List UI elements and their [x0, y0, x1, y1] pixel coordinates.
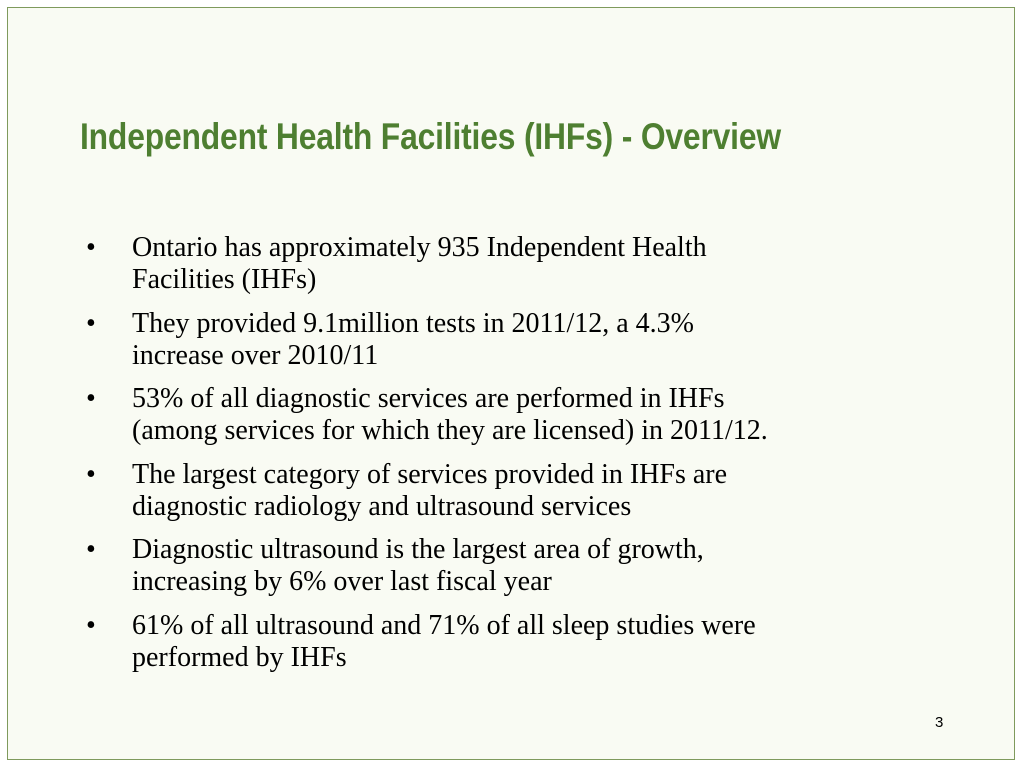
bullet-text-line: (among services for which they are licensed) in 2011/12.: [132, 415, 768, 446]
page-number: 3: [935, 714, 944, 731]
bullet-list: [83, 232, 943, 685]
bullet-text-line: Diagnostic ultrasound is the largest area of growth,: [132, 534, 704, 565]
bullet-item: [83, 459, 943, 523]
bullet-item: [83, 308, 943, 372]
bullet-icon: •: [86, 307, 96, 339]
slide-title: Independent Health Facilities (IHFs) - Overview: [80, 116, 781, 157]
bullet-text-line: They provided 9.1million tests in 2011/12, a 4.3%: [132, 307, 695, 339]
bullet-item: [83, 383, 943, 447]
bullet-icon: •: [86, 383, 96, 414]
bullet-item: [83, 534, 943, 598]
bullet-text-line: performed by IHFs: [132, 641, 347, 673]
bullet-item: [83, 610, 943, 674]
bullet-icon: •: [86, 232, 96, 263]
bullet-text-line: increase over 2010/11: [132, 339, 379, 371]
bullet-text-line: 53% of all diagnostic services are performed in IHFs: [132, 383, 725, 414]
slide: [7, 7, 1015, 760]
bullet-icon: •: [86, 534, 96, 565]
bullet-text-line: increasing by 6% over last fiscal year: [132, 566, 552, 597]
bullet-item: [83, 232, 943, 296]
bullet-text-line: diagnostic radiology and ultrasound services: [132, 490, 632, 522]
bullet-text-line: The largest category of services provided in IHFs are: [132, 458, 728, 490]
bullet-text-line: 61% of all ultrasound and 71% of all sleep studies were: [132, 609, 756, 641]
bullet-icon: •: [86, 458, 96, 490]
bullet-icon: •: [86, 609, 96, 641]
bullet-text-line: Ontario has approximately 935 Independent Health: [132, 232, 707, 263]
bullet-text-line: Facilities (IHFs): [132, 264, 317, 295]
